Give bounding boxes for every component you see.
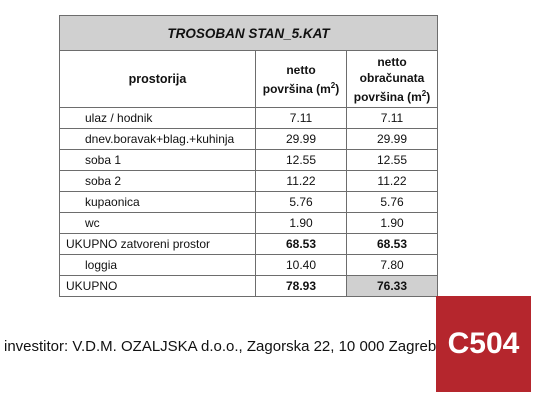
header-calc-sup: 2 — [421, 88, 427, 98]
room-name: dnev.boravak+blag.+kuhinja — [60, 129, 256, 150]
calc-area: 7.11 — [347, 108, 438, 129]
header-net-line2: površina (m — [262, 81, 331, 96]
header-net-close: ) — [335, 81, 340, 96]
calc-area: 5.76 — [347, 192, 438, 213]
header-calc-close: ) — [426, 89, 431, 104]
unit-badge: C504 — [436, 296, 531, 392]
net-area: 68.53 — [256, 234, 347, 255]
room-name: wc — [60, 213, 256, 234]
table-row — [60, 108, 438, 129]
header-net-line1: netto — [286, 62, 316, 77]
net-area: 5.76 — [256, 192, 347, 213]
calc-area: 11.22 — [347, 171, 438, 192]
table-row — [60, 150, 438, 171]
net-area: 11.22 — [256, 171, 347, 192]
calc-area: 76.33 — [347, 276, 438, 297]
area-table — [59, 15, 438, 297]
header-calc-line3: površina (m — [353, 89, 422, 104]
header-calc-area — [347, 51, 438, 108]
calc-area: 12.55 — [347, 150, 438, 171]
room-name: UKUPNO — [60, 276, 256, 297]
table-row-subtotal — [60, 234, 438, 255]
net-area: 1.90 — [256, 213, 347, 234]
room-name: UKUPNO zatvoreni prostor — [60, 234, 256, 255]
header-net-sup: 2 — [330, 80, 336, 90]
table-row — [60, 213, 438, 234]
header-room: prostorija — [60, 51, 256, 108]
header-calc-line2: obračunata — [359, 70, 425, 85]
header-net-area — [256, 51, 347, 108]
investor-text: investitor: V.D.M. OZALJSKA d.o.o., Zagorska 22, 10 000 Zagreb — [4, 338, 437, 355]
room-name: soba 1 — [60, 150, 256, 171]
calc-area: 68.53 — [347, 234, 438, 255]
header-calc-line1: netto — [377, 54, 407, 69]
calc-area: 29.99 — [347, 129, 438, 150]
table-row — [60, 255, 438, 276]
net-area: 12.55 — [256, 150, 347, 171]
table-row-total — [60, 276, 438, 297]
room-name: kupaonica — [60, 192, 256, 213]
calc-area: 7.80 — [347, 255, 438, 276]
net-area: 10.40 — [256, 255, 347, 276]
table-row — [60, 171, 438, 192]
table-row — [60, 192, 438, 213]
table-row — [60, 129, 438, 150]
room-name: ulaz / hodnik — [60, 108, 256, 129]
calc-area: 1.90 — [347, 213, 438, 234]
net-area: 29.99 — [256, 129, 347, 150]
table-title-row — [60, 16, 438, 51]
table-title: TROSOBAN STAN_5.KAT — [60, 16, 438, 51]
room-name: soba 2 — [60, 171, 256, 192]
room-name: loggia — [60, 255, 256, 276]
net-area: 7.11 — [256, 108, 347, 129]
table-header-row — [60, 51, 438, 108]
net-area: 78.93 — [256, 276, 347, 297]
